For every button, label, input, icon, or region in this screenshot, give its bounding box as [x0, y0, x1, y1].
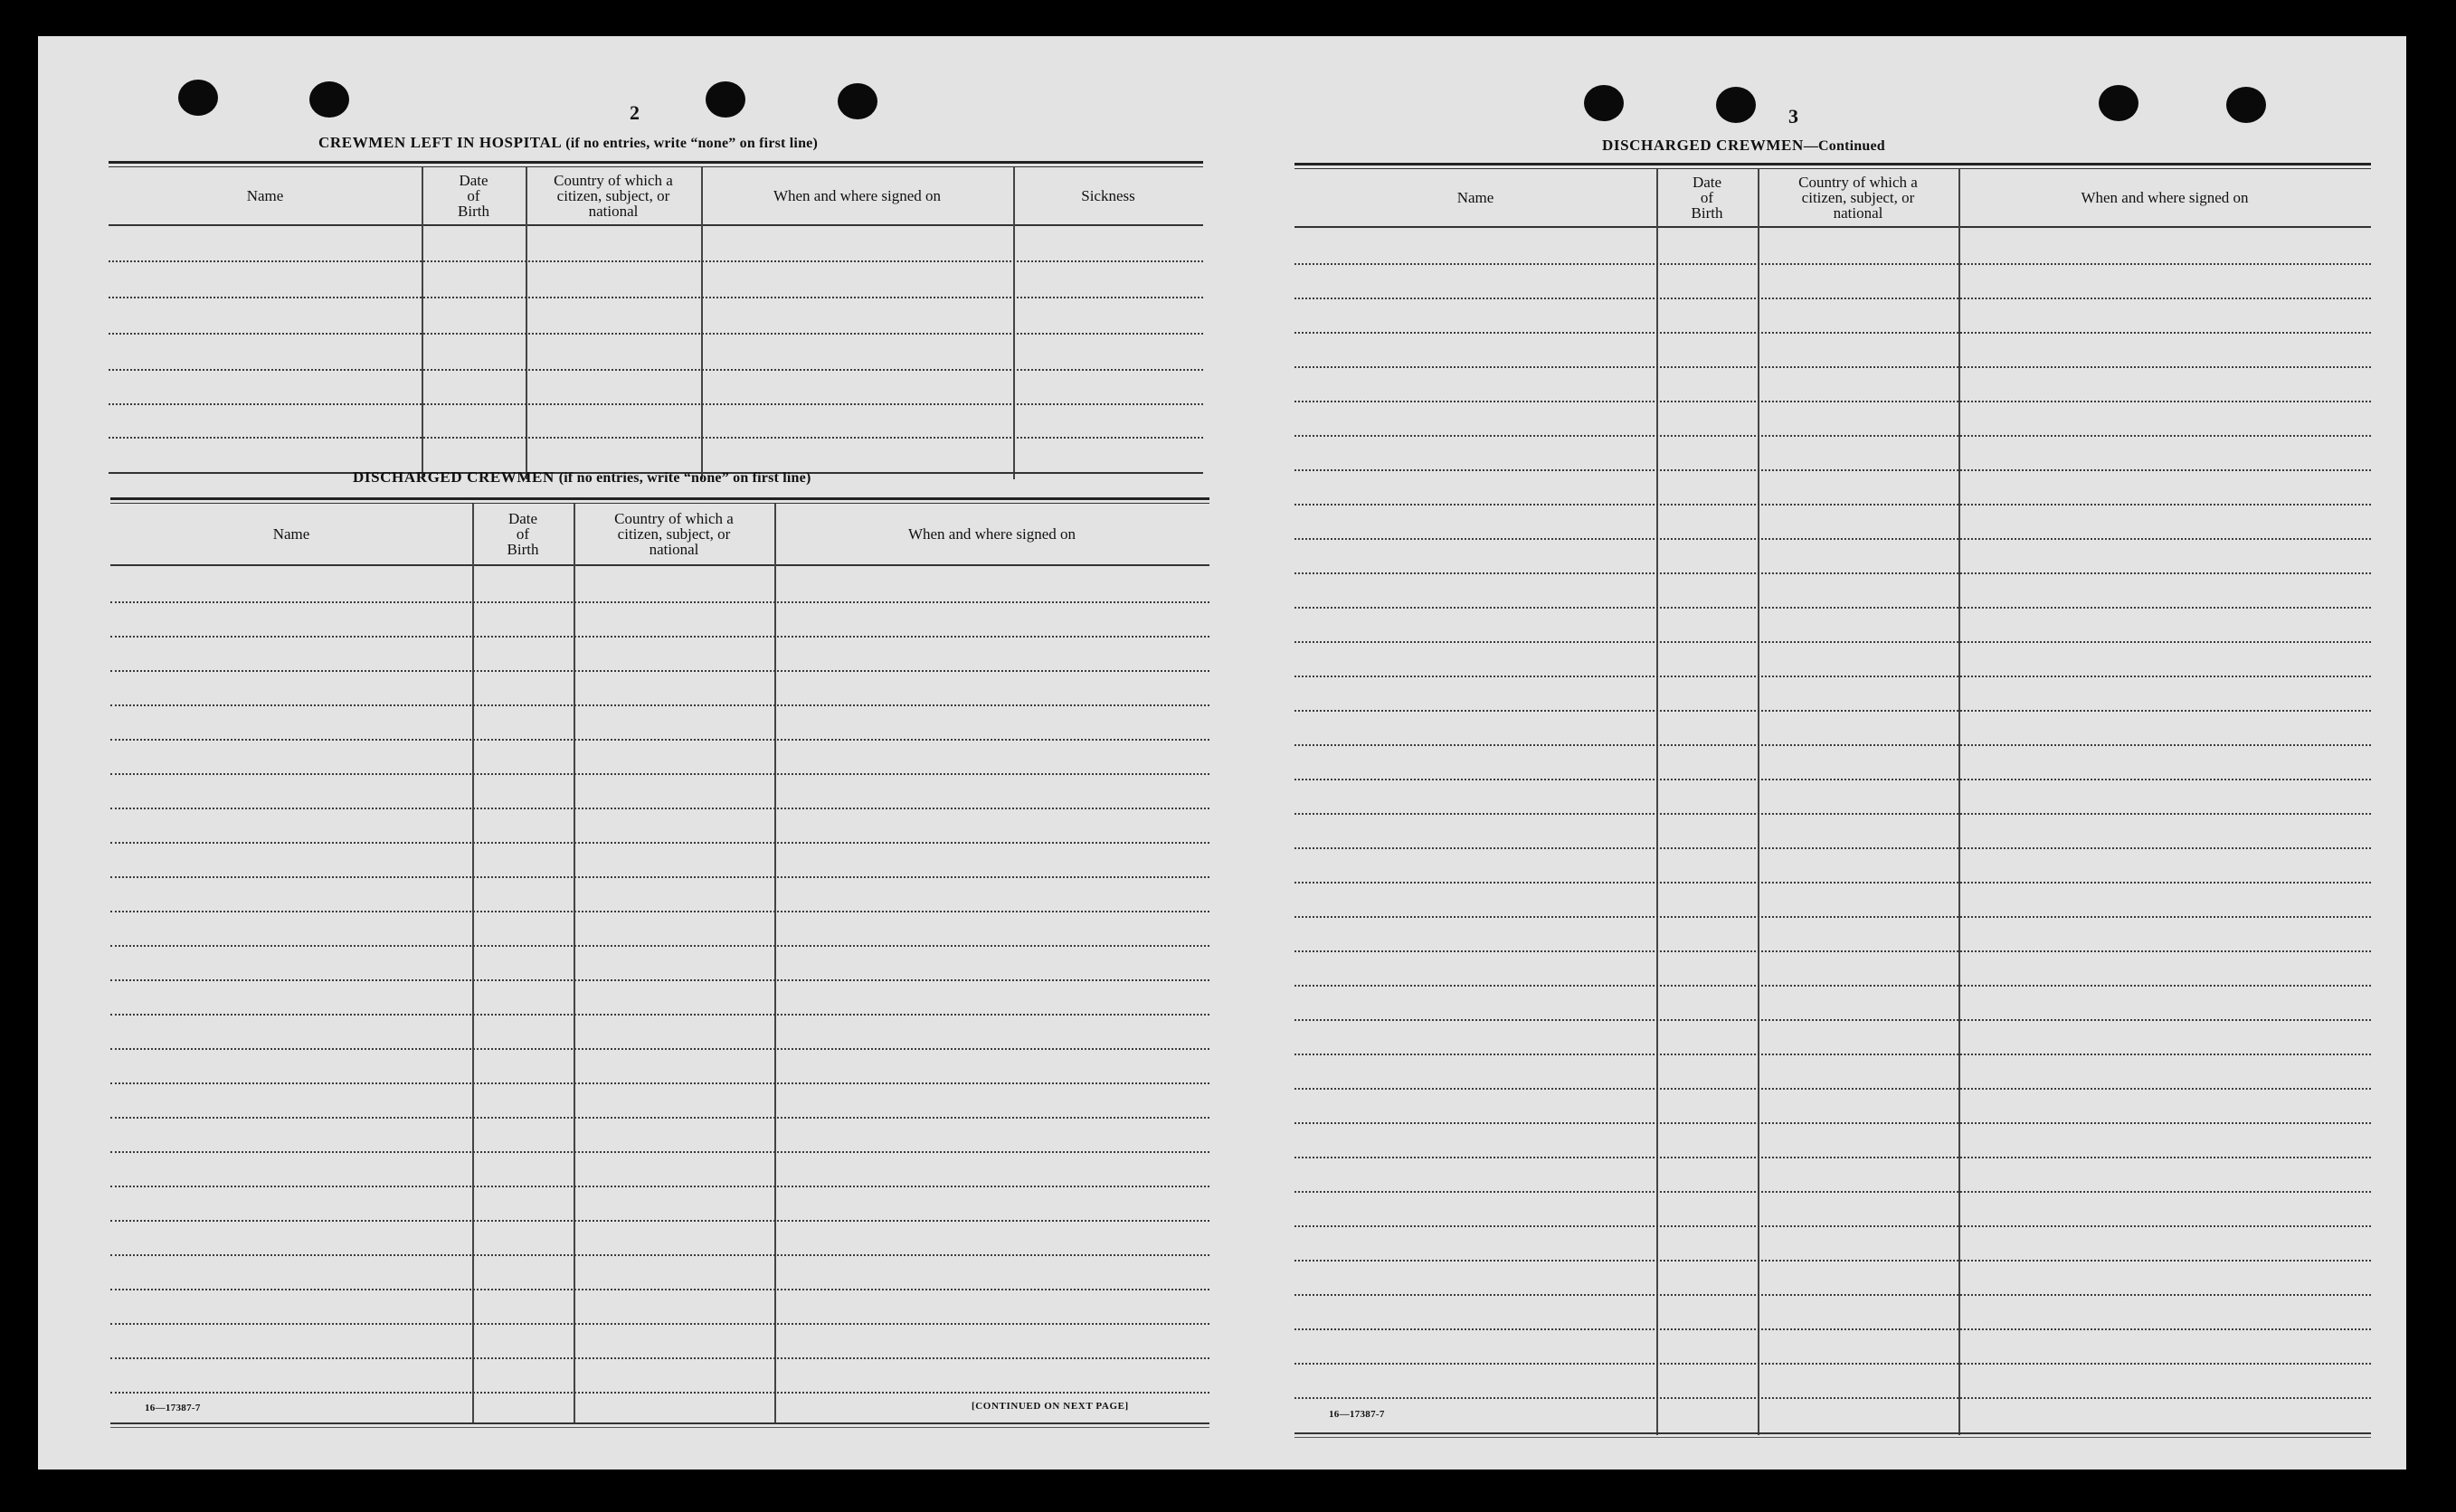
column-divider — [1656, 169, 1658, 1435]
entry-line — [110, 1323, 1209, 1325]
entry-line — [1294, 332, 2371, 334]
entry-line — [1294, 469, 2371, 471]
punch-hole — [2226, 87, 2266, 123]
page-number: 3 — [1788, 105, 1798, 128]
entry-line — [1294, 1157, 2371, 1158]
entry-line — [109, 297, 1203, 298]
entry-line — [110, 1117, 1209, 1119]
entry-line — [109, 369, 1203, 371]
entry-line — [110, 1289, 1209, 1290]
entry-line — [110, 945, 1209, 947]
column-header-date-of-birth: Date of Birth — [507, 509, 539, 558]
table-top-rule — [110, 497, 1209, 500]
entry-line — [1294, 847, 2371, 849]
entry-line — [1294, 401, 2371, 402]
form-number: 16—17387-7 — [145, 1403, 201, 1413]
entry-line — [110, 636, 1209, 638]
discharged-title-text: DISCHARGED CREWMEN — [353, 468, 555, 486]
entry-line — [110, 739, 1209, 741]
entry-line — [1294, 435, 2371, 437]
entry-line — [110, 1392, 1209, 1394]
column-divider — [1958, 169, 1960, 1435]
entry-line — [110, 911, 1209, 912]
column-divider — [774, 504, 776, 1424]
scanned-form-sheet — [38, 36, 2406, 1469]
table-bottom-rule — [110, 1422, 1209, 1424]
entry-line — [110, 1082, 1209, 1084]
column-divider — [1758, 169, 1759, 1435]
discharged-continued-title-text: DISCHARGED CREWMEN — [1602, 137, 1804, 154]
entry-line — [1294, 607, 2371, 609]
discharged-title-note: (if no entries, write “none” on first line) — [558, 470, 811, 486]
hospital-section-title — [318, 134, 818, 152]
header-rule — [110, 564, 1209, 566]
table-header — [1294, 169, 2371, 225]
entry-line — [1294, 538, 2371, 540]
entry-line — [109, 437, 1203, 439]
discharged-table — [110, 497, 1209, 1429]
entry-line — [110, 1014, 1209, 1016]
entry-line — [1294, 1225, 2371, 1227]
column-divider — [701, 167, 703, 479]
hospital-title-note: (if no entries, write “none” on first line) — [565, 136, 818, 151]
entry-line — [110, 1186, 1209, 1187]
column-header-sickness: Sickness — [1081, 186, 1135, 204]
entry-line — [1294, 572, 2371, 574]
entry-line — [1294, 504, 2371, 506]
entry-line — [1294, 882, 2371, 884]
entry-line — [1294, 1054, 2371, 1055]
entry-line — [110, 1254, 1209, 1256]
entry-line — [1294, 950, 2371, 952]
entry-line — [1294, 1122, 2371, 1124]
column-divider — [422, 167, 423, 479]
form-number: 16—17387-7 — [1329, 1409, 1385, 1420]
entry-line — [1294, 263, 2371, 265]
entry-line — [110, 1048, 1209, 1050]
column-header-date-of-birth: Date of Birth — [1691, 173, 1723, 222]
entry-line — [110, 601, 1209, 603]
entry-line — [1294, 813, 2371, 815]
column-header-signed-on: When and where signed on — [2081, 188, 2249, 206]
entry-line — [1294, 1294, 2371, 1296]
hospital-title-text: CREWMEN LEFT IN HOSPITAL — [318, 134, 562, 151]
entry-line — [1294, 985, 2371, 987]
table-bottom-rule — [1294, 1432, 2371, 1434]
punch-hole — [309, 81, 349, 118]
column-header-name: Name — [272, 524, 310, 543]
column-divider — [574, 504, 575, 1424]
entry-line — [109, 333, 1203, 335]
entry-line — [1294, 1397, 2371, 1399]
column-header-signed-on: When and where signed on — [907, 524, 1076, 543]
entry-line — [110, 808, 1209, 809]
entry-line — [1294, 641, 2371, 643]
entry-line — [110, 1357, 1209, 1359]
punch-hole — [706, 81, 745, 118]
column-header-country: Country of which a citizen, subject, or national — [614, 509, 734, 558]
continued-suffix: —Continued — [1803, 138, 1885, 154]
entry-line — [110, 842, 1209, 844]
header-rule — [109, 224, 1203, 226]
entry-line — [110, 773, 1209, 775]
header-rule — [1294, 226, 2371, 228]
entry-line — [1294, 1191, 2371, 1193]
entry-line — [109, 260, 1203, 262]
entry-line — [1294, 298, 2371, 299]
punch-hole — [2099, 85, 2138, 121]
entry-line — [110, 979, 1209, 981]
punch-hole — [838, 83, 877, 119]
entry-line — [110, 876, 1209, 878]
column-divider — [526, 167, 527, 479]
hospital-table — [109, 161, 1203, 479]
page-number: 2 — [630, 101, 640, 124]
entry-line — [109, 403, 1203, 405]
entry-line — [1294, 1019, 2371, 1021]
punch-hole — [1716, 87, 1756, 123]
entry-line — [110, 670, 1209, 672]
table-bottom-rule — [1294, 1437, 2371, 1438]
entry-line — [110, 704, 1209, 706]
column-divider — [1013, 167, 1015, 479]
entry-line — [1294, 744, 2371, 746]
column-header-name: Name — [1456, 188, 1494, 206]
column-header-date-of-birth: Date of Birth — [458, 171, 489, 220]
right-page — [1222, 36, 2406, 1469]
column-header-name: Name — [246, 186, 284, 204]
entry-line — [1294, 1363, 2371, 1365]
table-top-rule — [1294, 163, 2371, 165]
entry-line — [1294, 916, 2371, 918]
discharged-section-title — [353, 468, 811, 487]
column-header-country: Country of which a citizen, subject, or national — [1798, 173, 1918, 222]
discharged-continued-title — [1602, 137, 1885, 155]
entry-line — [1294, 710, 2371, 712]
entry-line — [1294, 366, 2371, 368]
entry-line — [1294, 676, 2371, 677]
table-bottom-rule — [110, 1427, 1209, 1428]
column-header-signed-on: When and where signed on — [773, 186, 942, 204]
table-header — [110, 504, 1209, 563]
punch-hole — [178, 80, 218, 116]
entry-line — [1294, 1260, 2371, 1262]
discharged-continued-table — [1294, 163, 2371, 1440]
entry-line — [1294, 1088, 2371, 1090]
left-page — [38, 36, 1222, 1469]
table-top-rule — [109, 161, 1203, 164]
entry-line — [110, 1220, 1209, 1222]
table-header — [109, 167, 1203, 223]
entry-line — [110, 1151, 1209, 1153]
punch-hole — [1584, 85, 1624, 121]
continued-note: [CONTINUED ON NEXT PAGE] — [972, 1401, 1129, 1412]
entry-line — [1294, 779, 2371, 780]
column-header-country: Country of which a citizen, subject, or national — [554, 171, 673, 220]
column-divider — [472, 504, 474, 1424]
entry-line — [1294, 1328, 2371, 1330]
